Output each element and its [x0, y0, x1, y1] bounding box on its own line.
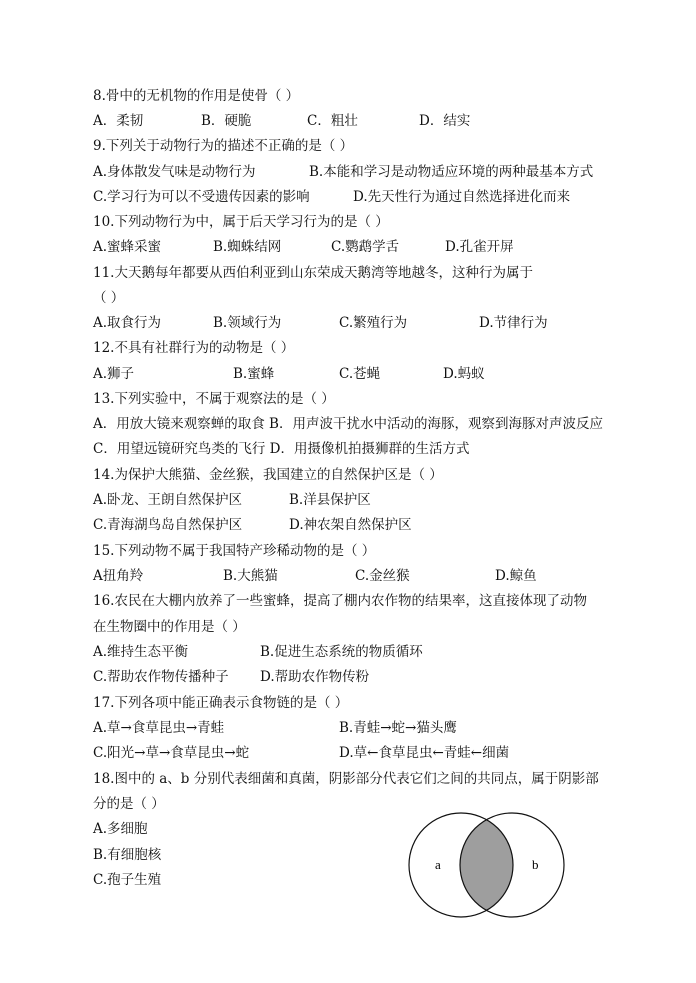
q17-options-row1: [93, 719, 457, 737]
q10-option-a: A.蜜蜂采蜜: [93, 239, 162, 255]
q14-option-d: D.神农架自然保护区: [289, 517, 412, 533]
q18-option-b: B.有细胞核: [93, 847, 162, 863]
q14-option-b: B.洋县保护区: [289, 492, 371, 508]
q16-option-b: B.促进生态系统的物质循环: [260, 644, 423, 660]
q12-stem: 12.不具有社群行为的动物是（ ）: [93, 340, 295, 356]
q9-option-b: B.本能和学习是动物适应环境的两种最基本方式: [309, 164, 594, 180]
q18-option-c: C.孢子生殖: [93, 872, 162, 888]
venn-diagram: [405, 812, 605, 918]
q16-stem-line1: 16.农民在大棚内放养了一些蜜蜂，提高了棚内农作物的结果率，这直接体现了动物: [93, 593, 587, 609]
q12-option-a: A.狮子: [93, 366, 135, 382]
q18-stem-line1: 18.图中的 a、b 分别代表细菌和真菌，阴影部分代表它们之间的共同点，属于阴影部: [93, 771, 599, 787]
q13-stem: 13.下列实验中，不属于观察法的是（ ）: [93, 391, 335, 407]
q14-options-row1: [93, 491, 371, 509]
q12-options: [93, 365, 485, 383]
q10-options: [93, 238, 514, 256]
q9-options-row1: [93, 163, 593, 181]
q16-option-d: D.帮助农作物传粉: [260, 669, 370, 685]
q17-stem: 17.下列各项中能正确表示食物链的是（ ）: [93, 695, 349, 711]
q8-option-d: D．结实: [419, 113, 471, 129]
q16-option-c: C.帮助农作物传播种子: [93, 669, 229, 685]
venn-label-a: a: [435, 857, 441, 872]
q8-option-a: A．柔韧: [93, 113, 144, 129]
q18-option-a: A.多细胞: [93, 821, 148, 837]
q16-option-a: A.维持生态平衡: [93, 644, 189, 660]
q14-options-row2: [93, 516, 412, 534]
q9-options-row2: [93, 188, 570, 206]
q8-options: [93, 112, 470, 130]
q15-option-d: D.鲸鱼: [495, 568, 537, 584]
q17-options-row2: [93, 744, 509, 762]
q10-option-c: C.鹦鹉学舌: [331, 239, 400, 255]
q14-option-c: C.青海湖鸟岛自然保护区: [93, 517, 243, 533]
q11-stem-line1: 11.大天鹅每年都要从西伯利亚到山东荣成天鹅湾等地越冬，这种行为属于: [93, 265, 533, 281]
q18-stem-line2: 分的是（ ）: [93, 796, 165, 812]
q13-options-row2: C．用望远镜研究鸟类的飞行 D．用摄像机拍摄狮群的生活方式: [93, 441, 470, 457]
q9-option-c: C.学习行为可以不受遗传因素的影响: [93, 189, 310, 205]
q15-options: [93, 567, 537, 585]
q15-option-c: C.金丝猴: [355, 568, 410, 584]
q17-option-b: B.青蛙→蛇→猫头鹰: [339, 720, 457, 736]
q11-stem-line2: （ ）: [93, 290, 125, 306]
q10-stem: 10.下列动物行为中，属于后天学习行为的是（ ）: [93, 214, 389, 230]
q16-stem-line2: 在生物圈中的作用是（ ）: [93, 619, 246, 635]
q8-option-b: B．硬脆: [201, 113, 252, 129]
q12-option-b: B.蜜蜂: [233, 366, 275, 382]
q10-option-d: D.孔雀开屏: [445, 239, 514, 255]
q8-stem: 8.骨中的无机物的作用是使骨（ ）: [93, 88, 300, 104]
q10-option-b: B.蜘蛛结网: [213, 239, 282, 255]
q9-option-a: A.身体散发气味是动物行为: [93, 164, 256, 180]
q9-option-d: D.先天性行为通过自然选择进化而来: [353, 189, 571, 205]
q15-stem: 15.下列动物不属于我国特产珍稀动物的是（ ）: [93, 543, 376, 559]
q17-option-d: D.草←食草昆虫←青蛙←细菌: [339, 745, 510, 761]
q11-option-d: D.节律行为: [479, 315, 548, 331]
q15-option-a: A扭角羚: [93, 568, 144, 584]
q15-option-b: B.大熊猫: [223, 568, 278, 584]
q12-option-c: C.苍蝇: [339, 366, 381, 382]
q17-option-a: A.草→食草昆虫→青蛙: [93, 720, 225, 736]
q11-options: [93, 314, 548, 332]
q8-option-c: C．粗壮: [307, 113, 358, 129]
q14-stem: 14.为保护大熊猫、金丝猴，我国建立的自然保护区是（ ）: [93, 467, 443, 483]
q12-option-d: D.蚂蚁: [443, 366, 485, 382]
q14-option-a: A.卧龙、王朗自然保护区: [93, 492, 243, 508]
q16-options-row1: [93, 643, 423, 661]
q11-option-c: C.繁殖行为: [339, 315, 408, 331]
q11-option-a: A.取食行为: [93, 315, 162, 331]
q17-option-c: C.阳光→草→食草昆虫→蛇: [93, 745, 250, 761]
q9-stem: 9.下列关于动物行为的描述不正确的是（ ）: [93, 138, 354, 154]
venn-label-b: b: [532, 857, 539, 872]
q11-option-b: B.领域行为: [213, 315, 282, 331]
q13-options-row1: A．用放大镜来观察蝉的取食 B．用声波干扰水中活动的海豚，观察到海豚对声波反应: [93, 416, 603, 432]
q16-options-row2: [93, 668, 369, 686]
